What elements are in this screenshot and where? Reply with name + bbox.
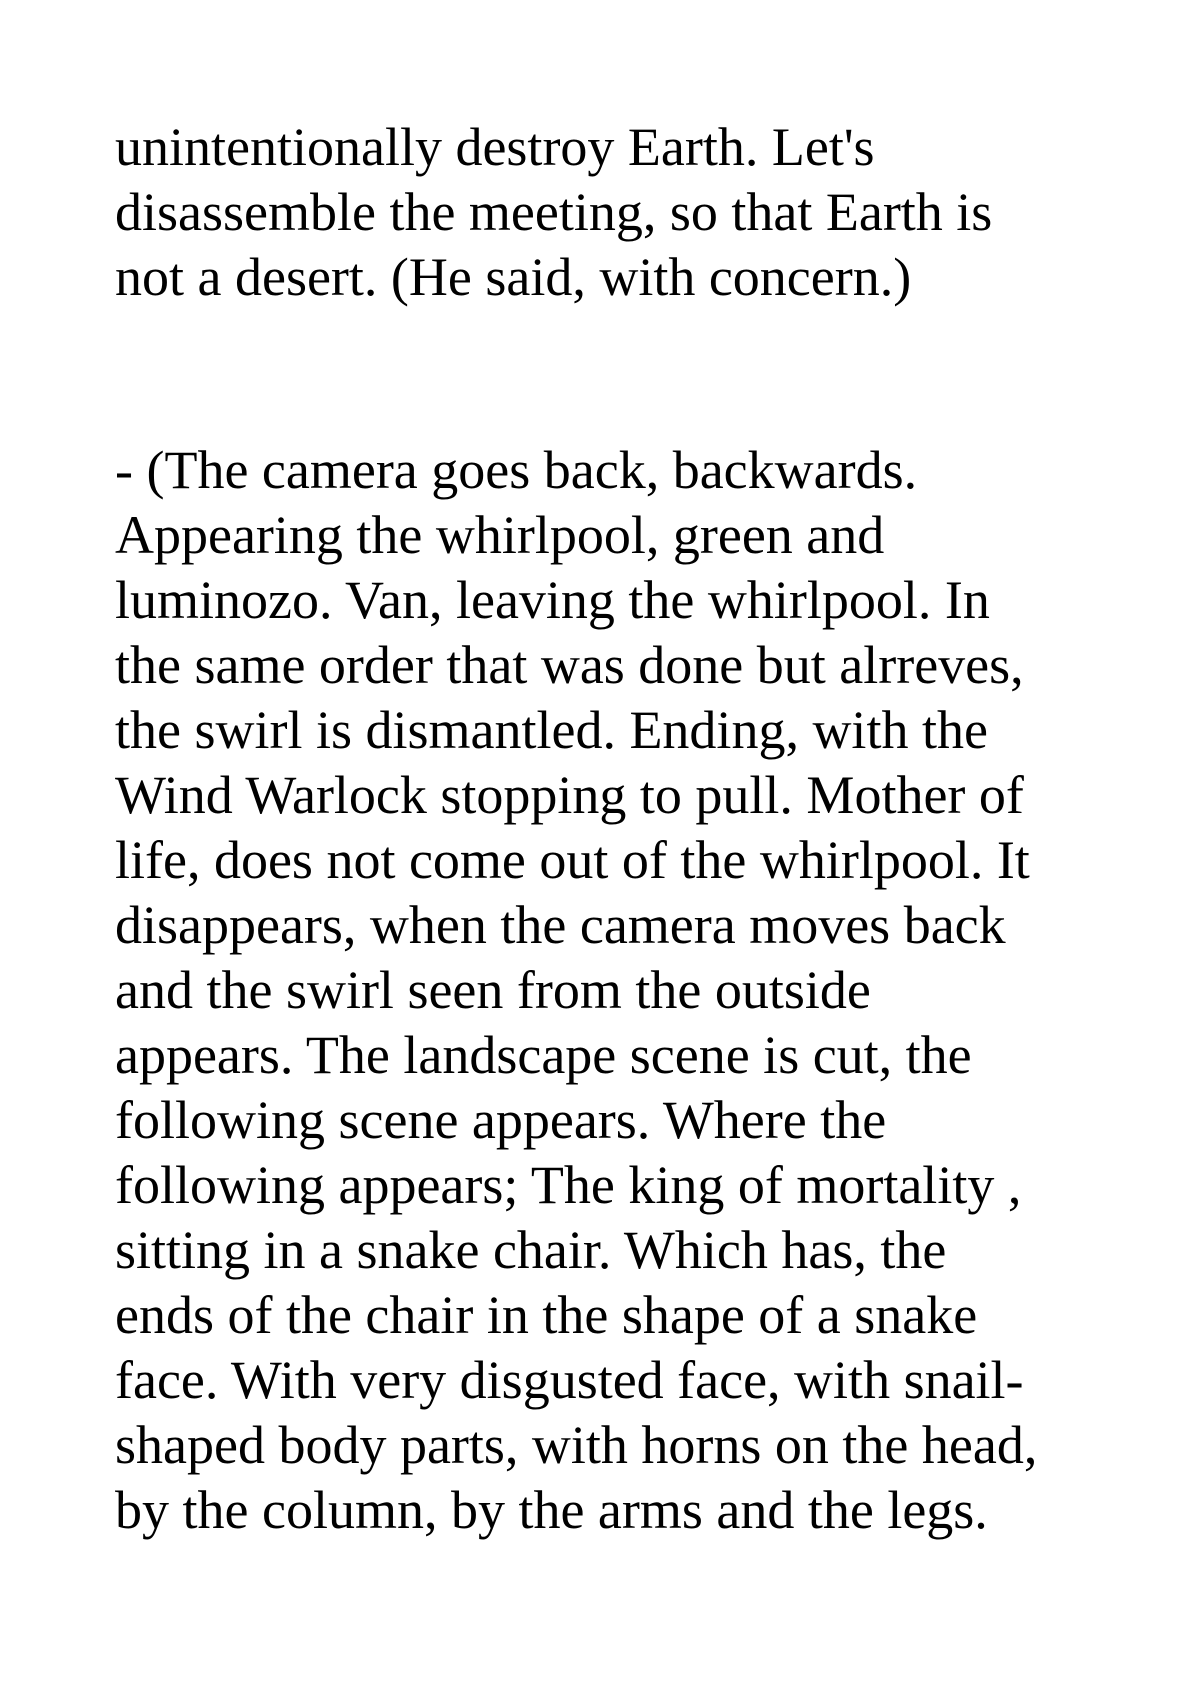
text-line: by the column, by the arms and the legs. bbox=[115, 1480, 988, 1540]
text-line: luminozo. Van, leaving the whirlpool. In bbox=[115, 570, 990, 630]
text-line: unintentionally destroy Earth. Let's bbox=[115, 117, 875, 177]
text-line: - (The camera goes back, backwards. bbox=[115, 440, 918, 500]
text-line: life, does not come out of the whirlpool. It bbox=[115, 830, 1030, 890]
text-line: disassemble the meeting, so that Earth is bbox=[115, 182, 993, 242]
text-line: following scene appears. Where the bbox=[115, 1090, 887, 1150]
text-line: face. With very disgusted face, with snail- bbox=[115, 1350, 1024, 1410]
text-line: ends of the chair in the shape of a snake bbox=[115, 1285, 978, 1345]
text-line: sitting in a snake chair. Which has, the bbox=[115, 1220, 947, 1280]
text-line: the same order that was done but alrreves, bbox=[115, 635, 1024, 695]
text-line: Appearing the whirlpool, green and bbox=[115, 505, 885, 565]
text-line: and the swirl seen from the outside bbox=[115, 960, 871, 1020]
paragraph-scene-direction bbox=[115, 438, 1115, 1543]
text-line: disappears, when the camera moves back bbox=[115, 895, 1006, 955]
text-line: the swirl is dismantled. Ending, with the bbox=[115, 700, 988, 760]
text-line: following appears; The king of mortality , bbox=[115, 1155, 1022, 1215]
text-line: shaped body parts, with horns on the head, bbox=[115, 1415, 1038, 1475]
text-line: Wind Warlock stopping to pull. Mother of bbox=[115, 765, 1024, 825]
paragraph-dialogue-end bbox=[115, 115, 1115, 310]
text-line: not a desert. (He said, with concern.) bbox=[115, 247, 912, 307]
text-line: appears. The landscape scene is cut, the bbox=[115, 1025, 972, 1085]
